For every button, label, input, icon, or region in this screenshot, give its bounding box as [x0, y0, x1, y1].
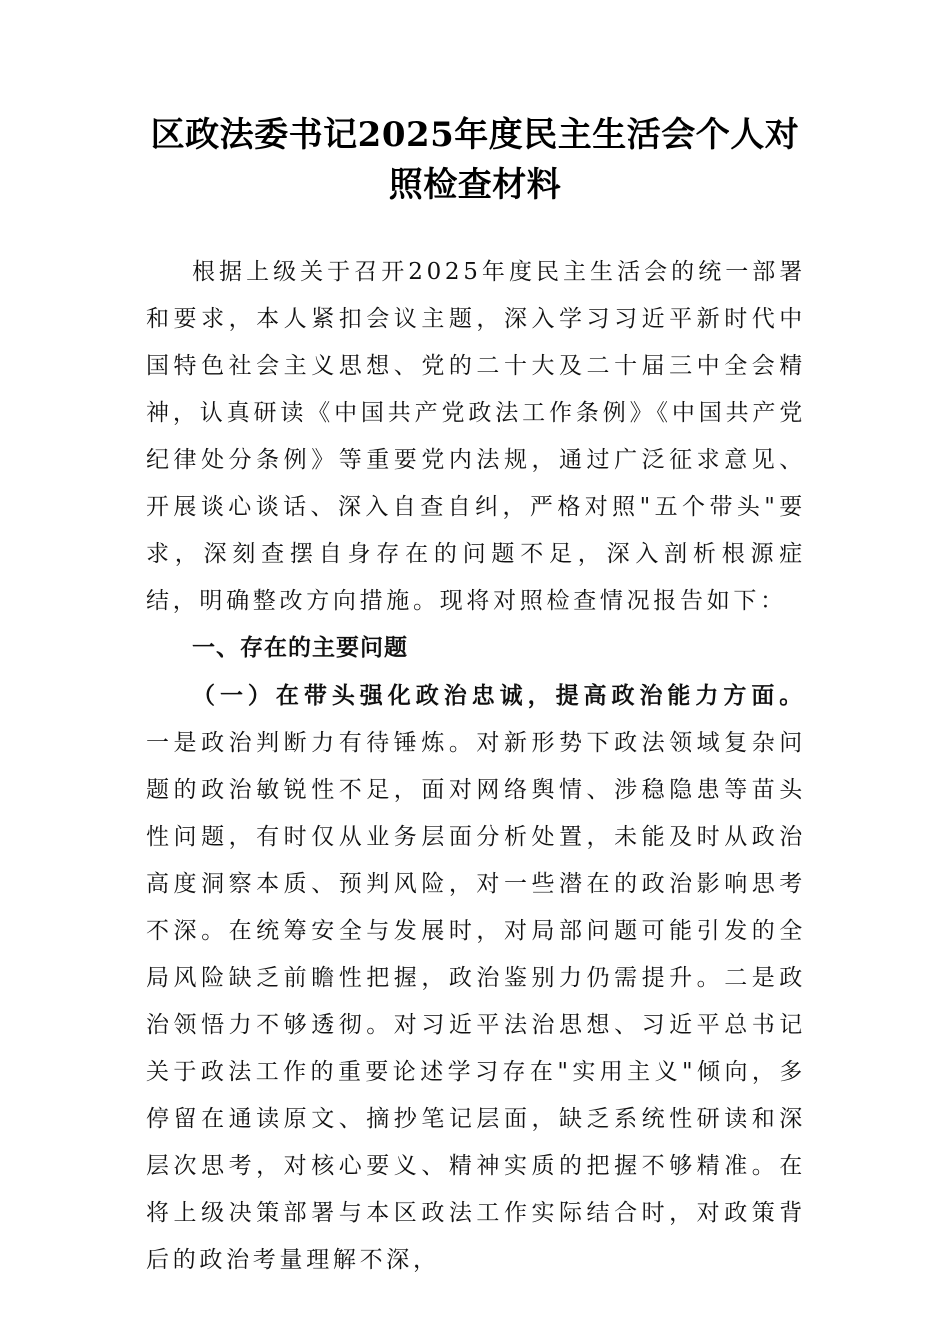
- subsection-body: 一是政治判断力有待锤炼。对新形势下政法领域复杂问题的政治敏锐性不足，面对网络舆情、涉稳隐患等苗头性问题，有时仅从业务层面分析处置，未能及时从政治高度洞察本质、预判风险，对一些潜在的政治影响思考不深。在统筹安全与发展时，对局部问题可能引发的全局风险缺乏前瞻性把握，政治鉴别力仍需提升。二是政治领悟力不够透彻。对习近平法治思想、习近平总书记关于政法工作的重要论述学习存在"实用主义"倾向，多停留在通读原文、摘抄笔记层面，缺乏系统性研读和深层次思考，对核心要义、精神实质的把握不够精准。在将上级决策部署与本区政法工作实际结合时，对政策背后的政治考量理解不深，: [146, 730, 806, 1273]
- intro-paragraph: 根据上级关于召开2025年度民主生活会的统一部署和要求，本人紧扣会议主题，深入学习习近平新时代中国特色社会主义思想、党的二十大及二十届三中全会精神，认真研读《中国共产党政法工作条例》《中国共产党纪律处分条例》等重要党内法规，通过广泛征求意见、开展谈心谈话、深入自查自纠，严格对照"五个带头"要求，深刻查摆自身存在的问题不足，深入剖析根源症结，明确整改方向措施。现将对照检查情况报告如下：: [146, 259, 806, 614]
- document-body: [146, 249, 806, 1284]
- document-title: 区政法委书记2025年度民主生活会个人对照检查材料: [150, 115, 800, 205]
- subsection-paragraph: [146, 672, 806, 1284]
- subsection-lead: （一）在带头强化政治忠诚，提高政治能力方面。: [192, 682, 806, 709]
- section-heading: 一、存在的主要问题: [192, 635, 408, 661]
